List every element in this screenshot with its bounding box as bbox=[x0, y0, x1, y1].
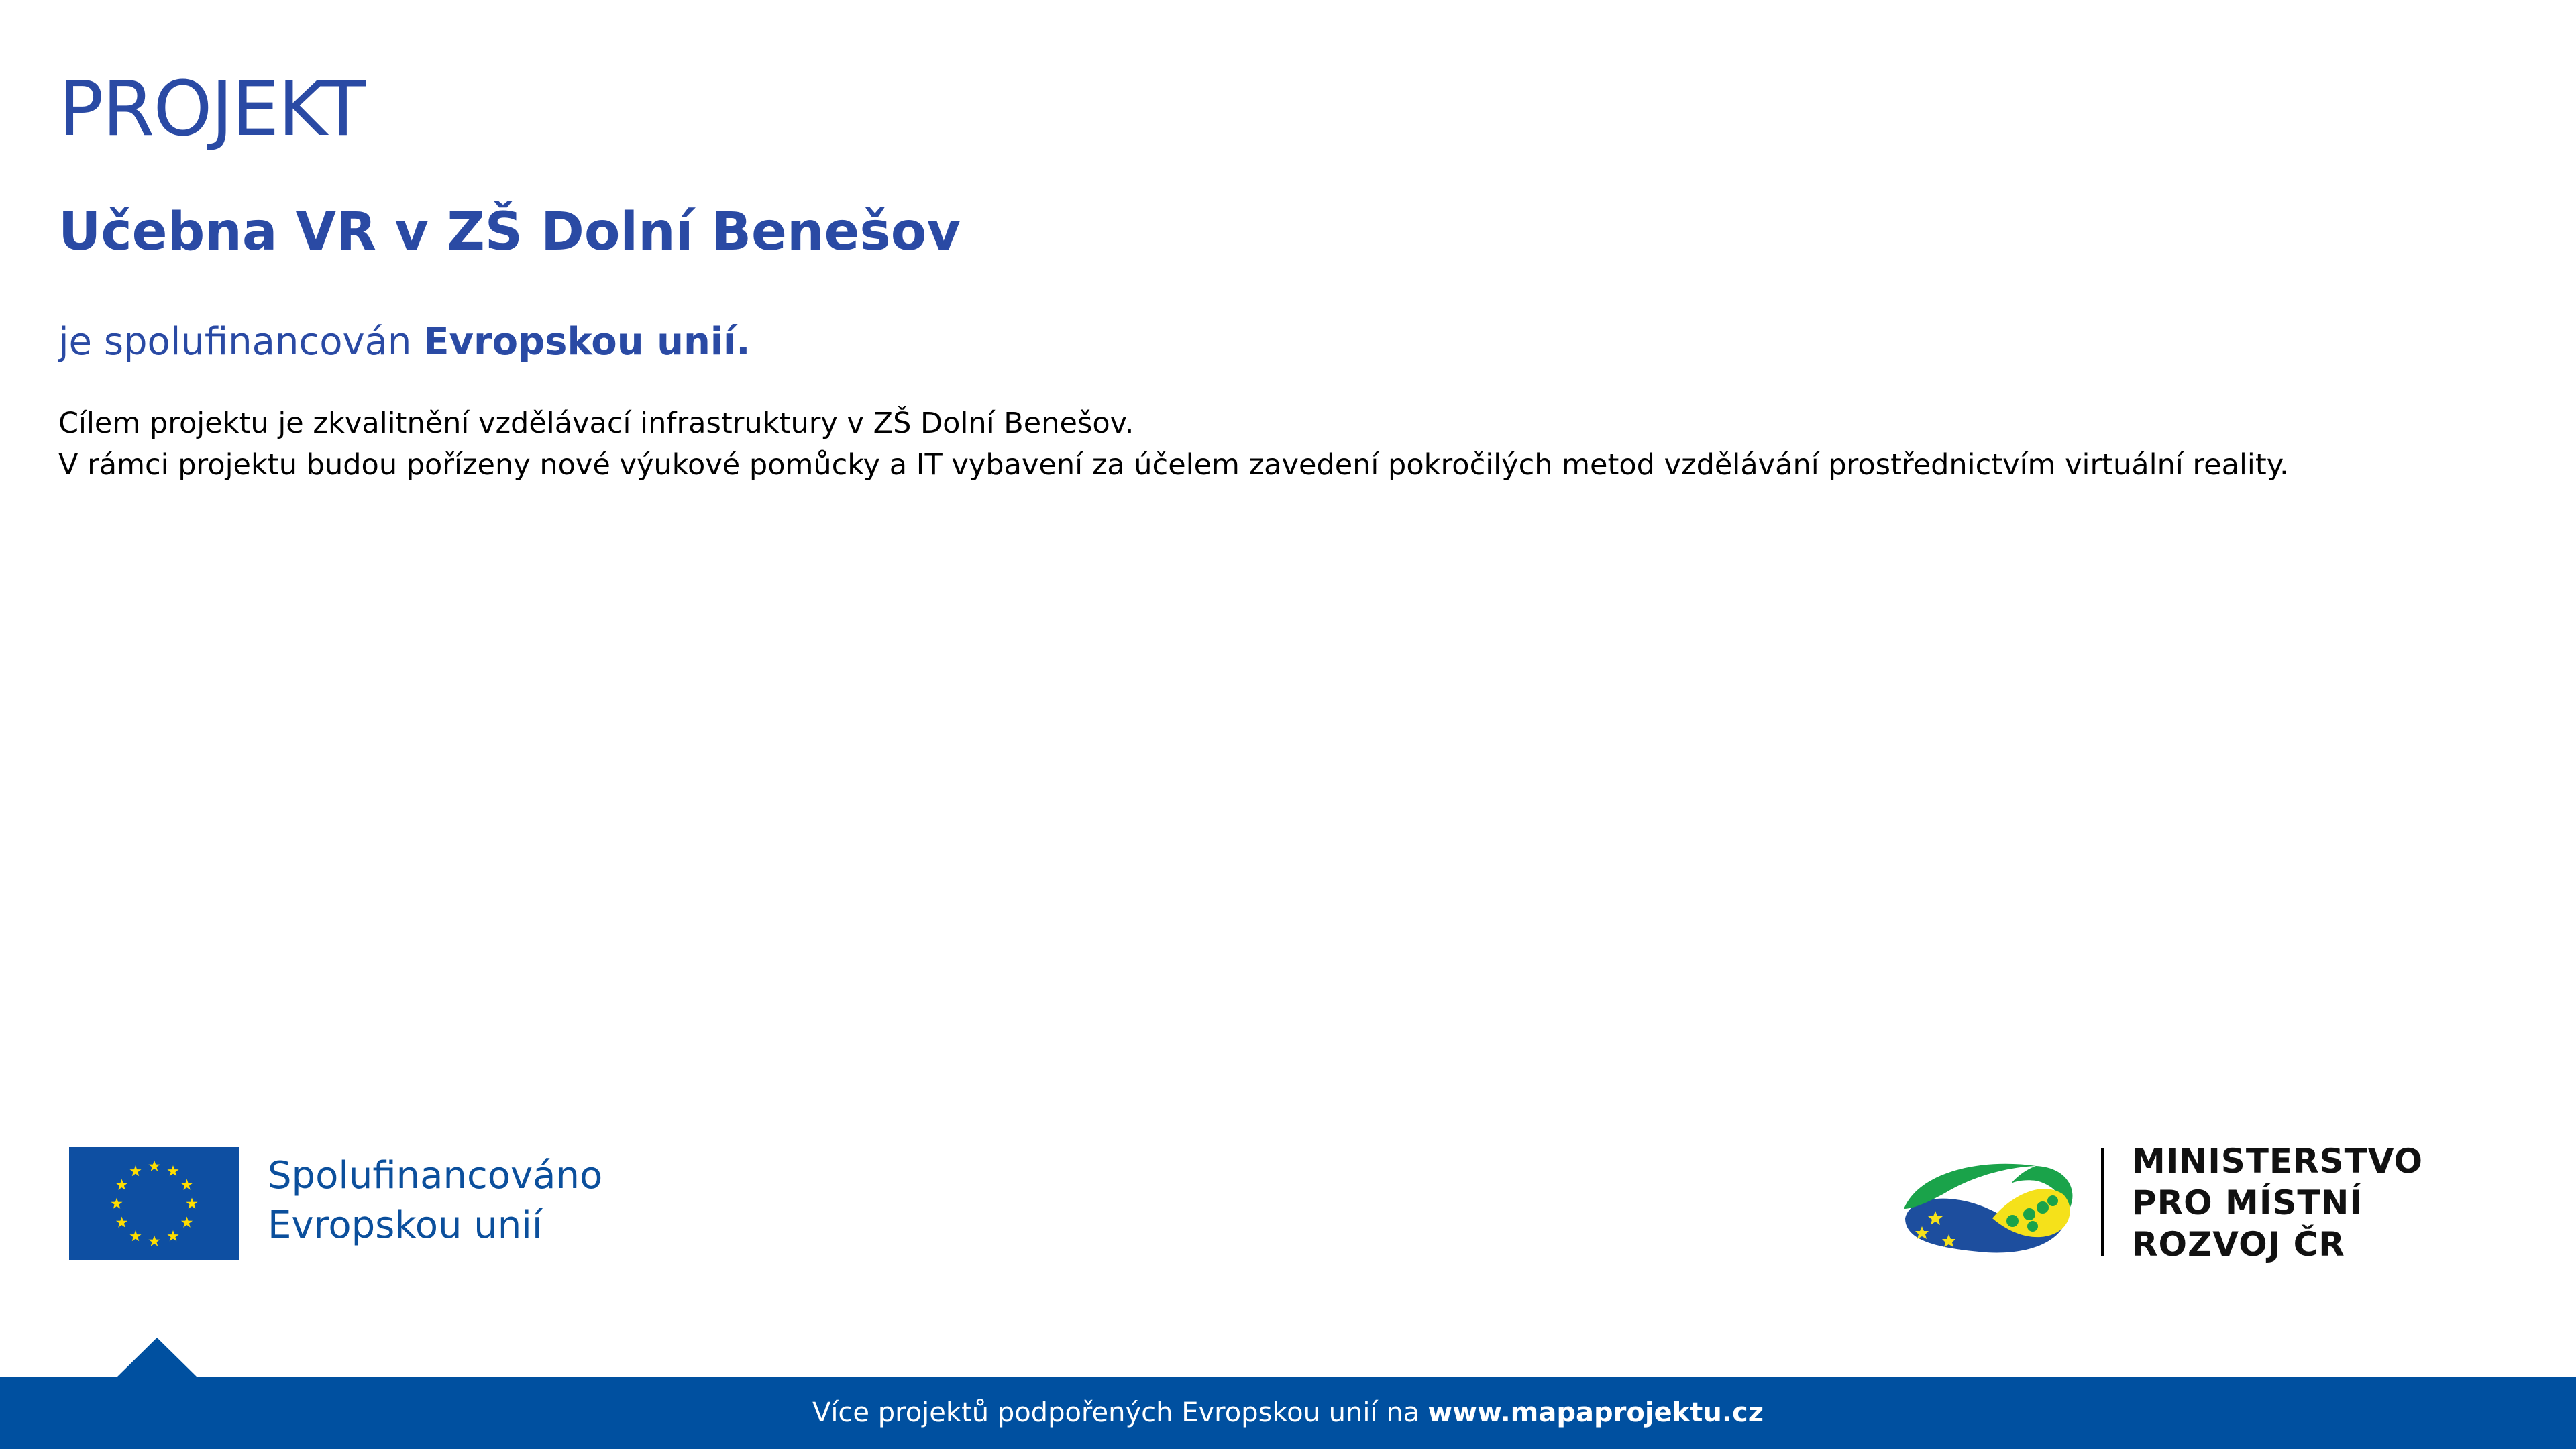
mmr-line-2: PRO MÍSTNÍ bbox=[2132, 1183, 2363, 1222]
description-line-2: V rámci projektu budou pořízeny nové výukové pomůcky a IT vybavení za účelem zavedení pokročilých metod vzdělávání prostřednictvím virtuální reality. bbox=[58, 448, 2289, 482]
eu-cofinancing-logo bbox=[69, 1147, 606, 1261]
cofinance-prefix: je spolufinancován bbox=[58, 320, 412, 364]
footer-notch bbox=[116, 1338, 198, 1378]
eu-logo-text bbox=[268, 1151, 602, 1250]
project-title: Učebna VR v ZŠ Dolní Benešov bbox=[58, 202, 961, 262]
eu-logo-line-2: Evropskou unií bbox=[268, 1203, 543, 1247]
mmr-logo bbox=[1898, 1140, 2449, 1264]
mmr-line-1: MINISTERSTVO bbox=[2132, 1142, 2424, 1181]
eu-flag-icon bbox=[69, 1147, 239, 1260]
footer-link[interactable]: www.mapaprojektu.cz bbox=[1428, 1397, 1764, 1428]
mmr-logo-text bbox=[2132, 1140, 2423, 1265]
cofinance-line bbox=[58, 315, 750, 369]
mmr-emblem-icon bbox=[1898, 1154, 2076, 1254]
cofinance-emphasis: Evropskou unií. bbox=[423, 320, 751, 364]
footer-text: Více projektů podpořených Evropskou unií na bbox=[812, 1397, 1420, 1428]
page-heading: PROJEKT bbox=[58, 66, 365, 153]
eu-logo-line-1: Spolufinancováno bbox=[268, 1154, 603, 1197]
description-line-1: Cílem projektu je zkvalitnění vzdělávací infrastruktury v ZŠ Dolní Benešov. bbox=[58, 407, 1134, 440]
footer-notch-shape bbox=[116, 1338, 198, 1378]
footer-bar bbox=[0, 1377, 2576, 1449]
mmr-divider bbox=[2101, 1148, 2104, 1256]
project-description bbox=[58, 402, 2289, 486]
mmr-line-3: ROZVOJ ČR bbox=[2132, 1225, 2345, 1264]
